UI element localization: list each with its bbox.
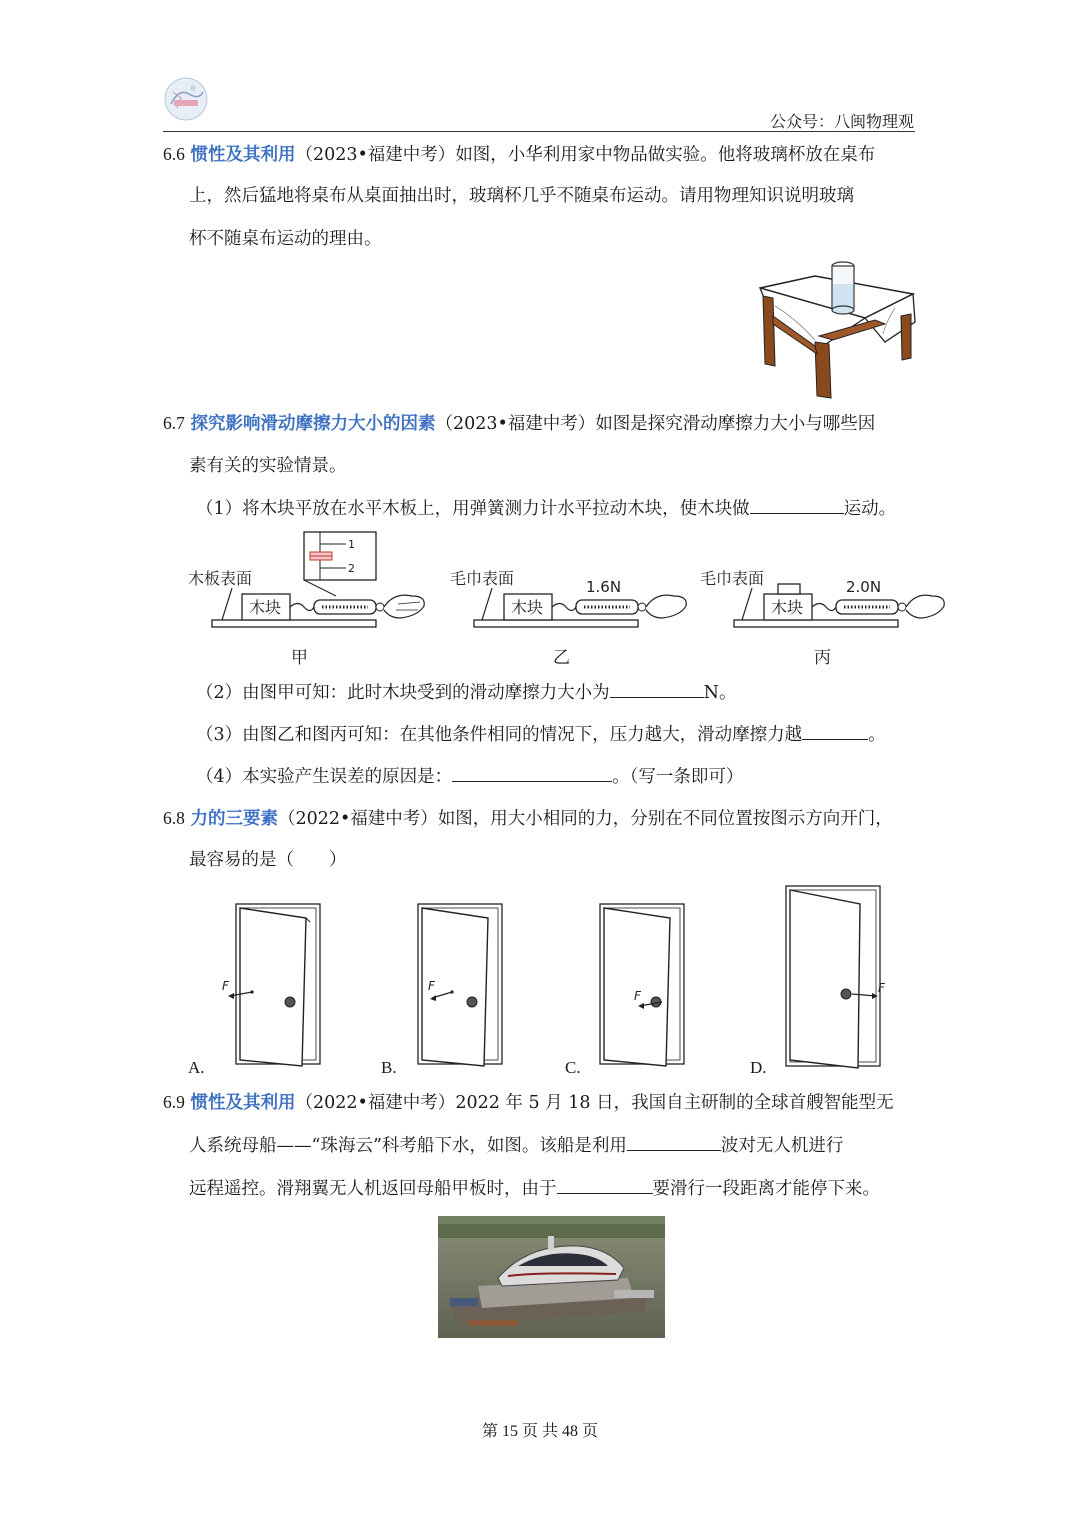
q66-line2: 上，然后猛地将桌布从桌面抽出时，玻璃杯几乎不随桌布运动。请用物理知识说明玻璃 xyxy=(189,186,854,206)
q67-sub3 xyxy=(196,721,886,747)
answer-blank[interactable] xyxy=(750,495,844,514)
q67-sub4 xyxy=(196,763,743,789)
option-c-label[interactable]: C. xyxy=(565,1058,581,1077)
q68-line2: 最容易的是（ ） xyxy=(189,850,347,870)
block-label: 木块 xyxy=(249,598,282,617)
q69-line2-text: 人系统母船——“珠海云”科考船下水，如图。该船是利用 xyxy=(189,1136,627,1156)
q67-sub1-tail: 运动。 xyxy=(843,499,897,519)
q67-sub2 xyxy=(196,679,736,705)
q67-sub1-text: （1）将木块平放在水平木板上，用弹簧测力计水平拉动木块，使木块做 xyxy=(196,499,750,519)
q67-sub4-text: （4）本实验产生误差的原因是： xyxy=(196,767,453,787)
q67-sub2-text: （2）由图甲可知：此时木块受到的滑动摩擦力大小为 xyxy=(196,683,610,703)
friction-figure-b xyxy=(446,560,696,640)
q67-source: （2023•福建中考） xyxy=(435,414,596,434)
header-account: 公众号：八闽物理观 xyxy=(769,112,914,131)
logo xyxy=(163,76,209,122)
answer-blank[interactable] xyxy=(452,763,612,782)
answer-blank[interactable] xyxy=(627,1132,721,1151)
q67-line1 xyxy=(163,411,875,436)
q69-line2-tail: 波对无人机进行 xyxy=(720,1136,844,1156)
q67-sub4-tail: 。（写一条即可） xyxy=(612,767,744,787)
page-number: 第 15 页 共 48 页 xyxy=(481,1423,598,1440)
ship-photo xyxy=(438,1216,665,1338)
option-d-label[interactable]: D. xyxy=(750,1058,767,1077)
door-option-c[interactable] xyxy=(592,900,702,1070)
block-label: 木块 xyxy=(511,598,544,617)
q69-line3-tail: 要滑行一段距离才能停下来。 xyxy=(652,1179,880,1199)
q68-source: （2022•福建中考） xyxy=(277,809,438,829)
table-glass-figure xyxy=(755,258,917,400)
q67-topic-tag: 探究影响滑动摩擦力大小的因素 xyxy=(190,414,436,434)
q69-number: 6.9 xyxy=(163,1092,185,1112)
q67-sub2-tail: N。 xyxy=(703,683,737,703)
surface-label: 木板表面 xyxy=(188,569,253,588)
fig-caption-b: 乙 xyxy=(553,648,570,668)
q66-source: （2023•福建中考） xyxy=(295,145,456,165)
surface-label: 毛巾表面 xyxy=(450,569,515,588)
q69-line3 xyxy=(189,1175,880,1201)
force-label: F xyxy=(428,979,435,993)
force-label: F xyxy=(878,981,885,995)
fig-caption-c: 丙 xyxy=(814,648,831,668)
q68-topic-tag: 力的三要素 xyxy=(190,809,278,829)
gauge-tick-label: 1 xyxy=(348,538,355,551)
q66-number: 6.6 xyxy=(163,144,185,164)
q69-text1: 2022 年 5 月 18 日，我国自主研制的全球首艘智能型无 xyxy=(455,1093,894,1113)
header-rule xyxy=(163,131,915,132)
q67-number: 6.7 xyxy=(163,413,185,433)
q66-topic-tag: 惯性及其利用 xyxy=(190,145,296,165)
force-reading: 2.0N xyxy=(846,578,882,596)
q67-text1: 如图是探究滑动摩擦力大小与哪些因 xyxy=(595,414,876,434)
q69-line2 xyxy=(189,1132,843,1158)
surface-label: 毛巾表面 xyxy=(700,569,765,588)
answer-blank[interactable] xyxy=(802,721,868,740)
q69-topic-tag: 惯性及其利用 xyxy=(190,1093,296,1113)
q67-sub1 xyxy=(196,495,896,521)
q66-line3: 杯不随桌布运动的理由。 xyxy=(189,229,382,249)
answer-blank[interactable] xyxy=(557,1175,653,1194)
gauge-tick-label: 2 xyxy=(348,562,355,575)
q67-line2: 素有关的实验情景。 xyxy=(189,456,347,476)
block-label: 木块 xyxy=(771,598,804,617)
force-reading: 1.6N xyxy=(586,578,622,596)
q69-line1 xyxy=(163,1090,894,1115)
friction-figure-c xyxy=(696,560,948,640)
force-label: F xyxy=(634,989,641,1003)
door-option-b[interactable] xyxy=(408,900,518,1070)
q69-line3-text: 远程遥控。滑翔翼无人机返回母船甲板时，由于 xyxy=(189,1179,557,1199)
option-a-label[interactable]: A. xyxy=(188,1058,205,1077)
q68-text1: 如图，用大小相同的力，分别在不同位置按图示方向开门， xyxy=(437,809,893,829)
q67-sub3-text: （3）由图乙和图丙可知：在其他条件相同的情况下，压力越大，滑动摩擦力越 xyxy=(196,725,803,745)
answer-blank[interactable] xyxy=(610,679,704,698)
door-option-a[interactable] xyxy=(218,900,328,1070)
fig-caption-a: 甲 xyxy=(291,648,308,668)
force-label: F xyxy=(222,979,229,993)
door-option-d[interactable] xyxy=(778,882,898,1072)
q66-line1 xyxy=(163,142,875,167)
friction-figure-a xyxy=(186,530,436,640)
option-b-label[interactable]: B. xyxy=(381,1058,397,1077)
q69-source: （2022•福建中考） xyxy=(295,1093,456,1113)
q68-line1 xyxy=(163,806,893,831)
q68-number: 6.8 xyxy=(163,808,185,828)
q66-text1: 如图，小华利用家中物品做实验。他将玻璃杯放在桌布 xyxy=(455,145,876,165)
q67-sub3-tail: 。 xyxy=(868,725,886,745)
